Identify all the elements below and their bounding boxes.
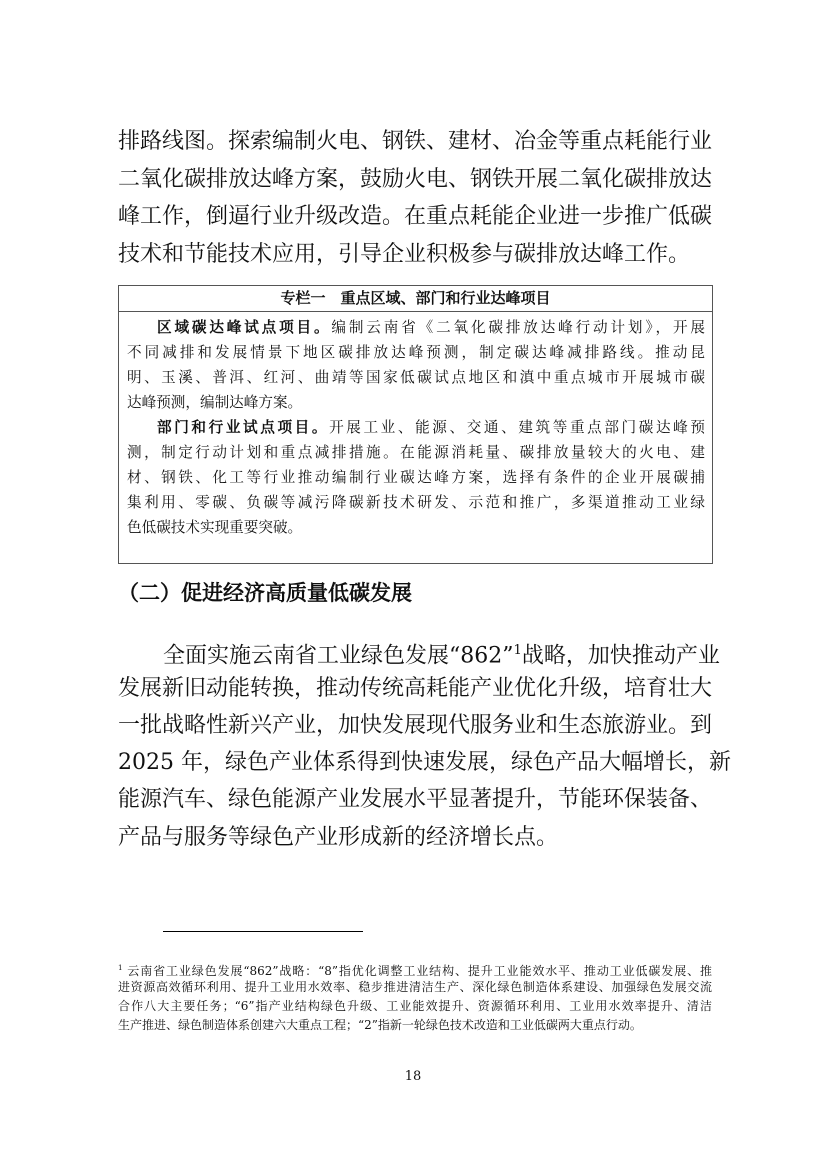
page-number: 18 xyxy=(404,1069,422,1084)
footnote-text: 云南省工业绿色发展“862”战略：“8”指优化调整工业结构、提升工业能效水平、推动工业低碳发展、推 xyxy=(127,964,712,978)
box-line: 测，制定行动计划和重点减排措施。在能源消耗量、碳排放量较大的火电、建 xyxy=(127,444,705,461)
footnote-line: 生产推进、绿色制造体系创建六大重点工程；“2”指新一轮绿色技术改造和工业低碳两大重点行动。 xyxy=(118,1018,642,1032)
box-line: 明、玉溪、普洱、红河、曲靖等国家低碳试点地区和滇中重点城市开展城市碳 xyxy=(127,369,705,386)
text-line: 产品与服务等绿色产业形成新的经济增长点。 xyxy=(118,825,559,850)
text-span: 战略，加快推动产业 xyxy=(521,643,720,669)
feature-box xyxy=(118,285,713,564)
footnote-ref[interactable]: 1 xyxy=(513,643,522,658)
box-item-title: 部门和行业试点项目。 xyxy=(157,419,330,436)
footnote-line: 合作八大主要任务；“6”指产业结构绿色升级、工业能效提升、资源循环利用、工业用水效率提升、清洁 xyxy=(118,999,712,1013)
box-title: 专栏一 重点区域、部门和行业达峰项目 xyxy=(119,286,712,312)
box-line: 达峰预测，编制达峰方案。 xyxy=(127,394,303,411)
footnote-line xyxy=(118,959,712,977)
box-line xyxy=(157,316,705,340)
text-span: 全面实施云南省工业绿色发展“862” xyxy=(163,643,514,669)
box-text: 开展工业、能源、交通、建筑等重点部门碳达峰预 xyxy=(329,419,705,436)
text-line: 发展新旧动能转换，推动传统高耗能产业优化升级，培育壮大 xyxy=(118,676,713,701)
box-item-title: 区域碳达峰试点项目。 xyxy=(157,319,332,336)
footnote-marker: 1 xyxy=(118,963,123,972)
footnote-separator xyxy=(163,931,363,932)
text-line xyxy=(163,636,720,669)
text-line: 2025 年，绿色产业体系得到快速发展，绿色产品大幅增长，新 xyxy=(118,750,731,775)
text-line: 能源汽车、绿色能源产业发展水平显著提升，节能环保装备、 xyxy=(118,787,713,812)
box-text: 编制云南省《二氧化碳排放达峰行动计划》，开展 xyxy=(331,319,705,336)
box-line: 色低碳技术实现重要突破。 xyxy=(127,519,303,536)
text-line: 二氧化碳排放达峰方案，鼓励火电、钢铁开展二氧化碳排放达 xyxy=(118,167,713,192)
text-line: 技术和节能技术应用，引导企业积极参与碳排放达峰工作。 xyxy=(118,242,691,267)
text-line: 排路线图。探索编制火电、钢铁、建材、冶金等重点耗能行业 xyxy=(118,129,713,154)
box-line xyxy=(157,416,705,440)
text-line: 峰工作，倒逼行业升级改造。在重点耗能企业进一步推广低碳 xyxy=(118,204,713,229)
text-line: 一批战略性新兴产业，加快发展现代服务业和生态旅游业。到 xyxy=(118,713,713,738)
box-line: 材、钢铁、化工等行业推动编制行业碳达峰方案，选择有条件的企业开展碳捕 xyxy=(127,469,705,486)
section-heading: （二）促进经济高质量低碳发展 xyxy=(118,581,412,605)
box-line: 不同减排和发展情景下地区碳排放达峰预测，制定碳达峰减排路线。推动昆 xyxy=(127,344,705,361)
footnote-line: 进资源高效循环利用、提升工业用水效率、稳步推进清洁生产、深化绿色制造体系建设、加强绿色发展交流 xyxy=(118,980,712,994)
box-line: 集利用、零碳、负碳等减污降碳新技术研发、示范和推广，多渠道推动工业绿 xyxy=(127,494,705,511)
